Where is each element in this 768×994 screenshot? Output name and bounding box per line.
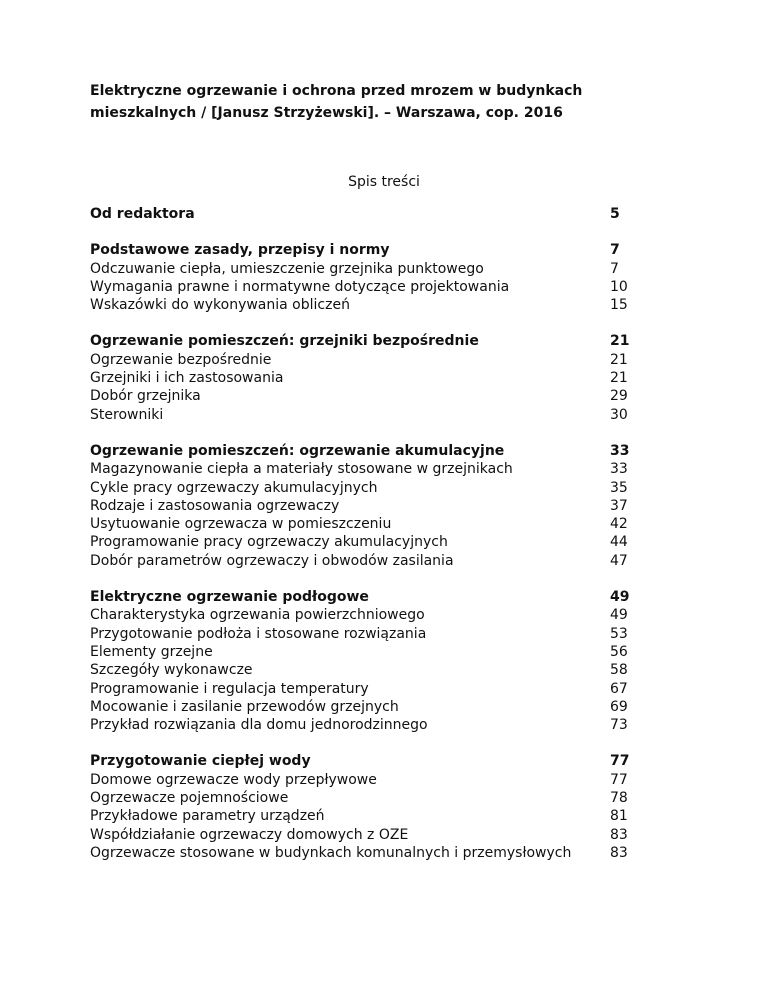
entry-page-number: 30 bbox=[610, 406, 628, 423]
chapter-page-number: 77 bbox=[610, 753, 630, 770]
chapter-page-number: 49 bbox=[610, 589, 630, 606]
entry-title: Charakterystyka ogrzewania powierzchniowego bbox=[90, 607, 425, 624]
entry-page-number: 49 bbox=[610, 607, 628, 624]
chapter-title: Ogrzewanie pomieszczeń: ogrzewanie akumulacyjne bbox=[90, 442, 505, 459]
entry-page-number: 10 bbox=[610, 278, 628, 295]
entry-page-number: 15 bbox=[610, 297, 628, 314]
toc-heading: Spis treści bbox=[348, 174, 420, 190]
chapter-page-number: 21 bbox=[610, 333, 630, 350]
chapter-title: Od redaktora bbox=[90, 206, 195, 222]
entry-title: Wymagania prawne i normatywne dotyczące projektowania bbox=[90, 278, 510, 295]
toc-entry-row bbox=[90, 643, 670, 661]
toc-entry-row bbox=[90, 680, 670, 698]
toc-entry-row bbox=[90, 387, 670, 405]
entry-title: Przykładowe parametry urządzeń bbox=[90, 808, 325, 825]
toc-chapter-row bbox=[90, 205, 670, 223]
toc-entry-row bbox=[90, 497, 670, 515]
toc-entry-row bbox=[90, 406, 670, 424]
entry-page-number: 33 bbox=[610, 461, 628, 478]
entry-title: Programowanie i regulacja temperatury bbox=[90, 680, 369, 697]
toc-section bbox=[90, 332, 670, 423]
toc-entry-row bbox=[90, 552, 670, 570]
toc-section bbox=[90, 442, 670, 570]
toc-entry-row bbox=[90, 351, 670, 369]
book-title bbox=[90, 80, 690, 124]
entry-title: Przygotowanie podłoża i stosowane rozwiązania bbox=[90, 625, 427, 642]
entry-title: Programowanie pracy ogrzewaczy akumulacyjnych bbox=[90, 534, 448, 551]
toc-entry-row bbox=[90, 533, 670, 551]
entry-title: Cykle pracy ogrzewaczy akumulacyjnych bbox=[90, 479, 378, 496]
toc-entry-row bbox=[90, 698, 670, 716]
entry-title: Dobór parametrów ogrzewaczy i obwodów zasilania bbox=[90, 552, 454, 569]
entry-title: Magazynowanie ciepła a materiały stosowane w grzejnikach bbox=[90, 461, 513, 478]
entry-title: Współdziałanie ogrzewaczy domowych z OZE bbox=[90, 826, 409, 843]
toc-chapter-row bbox=[90, 332, 670, 350]
toc-entry-row bbox=[90, 460, 670, 478]
entry-page-number: 78 bbox=[610, 790, 628, 807]
entry-title: Wskazówki do wykonywania obliczeń bbox=[90, 297, 350, 314]
entry-page-number: 35 bbox=[610, 479, 628, 496]
book-title-line-1: Elektryczne ogrzewanie i ochrona przed mrozem w budynkach bbox=[90, 83, 583, 99]
entry-title: Ogrzewanie bezpośrednie bbox=[90, 351, 272, 368]
entry-title: Ogrzewacze pojemnościowe bbox=[90, 790, 289, 807]
toc-chapter-row bbox=[90, 241, 670, 259]
table-of-contents bbox=[90, 205, 670, 862]
toc-entry-row bbox=[90, 278, 670, 296]
entry-page-number: 21 bbox=[610, 370, 628, 387]
entry-page-number: 83 bbox=[610, 844, 628, 861]
entry-page-number: 81 bbox=[610, 808, 628, 825]
entry-title: Przykład rozwiązania dla domu jednorodzinnego bbox=[90, 717, 428, 734]
entry-title: Usytuowanie ogrzewacza w pomieszczeniu bbox=[90, 516, 392, 533]
entry-title: Ogrzewacze stosowane w budynkach komunalnych i przemysłowych bbox=[90, 844, 572, 861]
chapter-title: Elektryczne ogrzewanie podłogowe bbox=[90, 589, 369, 606]
toc-entry-row bbox=[90, 826, 670, 844]
entry-page-number: 44 bbox=[610, 534, 628, 551]
entry-title: Dobór grzejnika bbox=[90, 388, 201, 405]
entry-title: Elementy grzejne bbox=[90, 643, 213, 660]
entry-title: Odczuwanie ciepła, umieszczenie grzejnika punktowego bbox=[90, 260, 484, 277]
chapter-page-number: 33 bbox=[610, 442, 630, 459]
entry-page-number: 42 bbox=[610, 516, 628, 533]
toc-entry-row bbox=[90, 807, 670, 825]
toc-section bbox=[90, 241, 670, 314]
entry-page-number: 47 bbox=[610, 552, 628, 569]
toc-entry-row bbox=[90, 479, 670, 497]
toc-section bbox=[90, 752, 670, 862]
toc-entry-row bbox=[90, 789, 670, 807]
entry-page-number: 7 bbox=[610, 260, 619, 277]
toc-entry-row bbox=[90, 260, 670, 278]
entry-page-number: 21 bbox=[610, 351, 628, 368]
chapter-title: Ogrzewanie pomieszczeń: grzejniki bezpośrednie bbox=[90, 333, 479, 350]
entry-page-number: 73 bbox=[610, 717, 628, 734]
entry-page-number: 77 bbox=[610, 771, 628, 788]
chapter-title: Przygotowanie ciepłej wody bbox=[90, 753, 311, 770]
toc-section bbox=[90, 588, 670, 734]
toc-entry-row bbox=[90, 625, 670, 643]
toc-entry-row bbox=[90, 771, 670, 789]
entry-page-number: 56 bbox=[610, 643, 628, 660]
toc-chapter-row bbox=[90, 588, 670, 606]
toc-entry-row bbox=[90, 716, 670, 734]
toc-entry-row bbox=[90, 661, 670, 679]
toc-entry-row bbox=[90, 369, 670, 387]
entry-page-number: 29 bbox=[610, 388, 628, 405]
entry-page-number: 37 bbox=[610, 497, 628, 514]
toc-entry-row bbox=[90, 296, 670, 314]
entry-title: Grzejniki i ich zastosowania bbox=[90, 370, 284, 387]
toc-entry-row bbox=[90, 515, 670, 533]
book-title-line-2: mieszkalnych / [Janusz Strzyżewski]. – Warszawa, cop. 2016 bbox=[90, 105, 563, 121]
entry-title: Mocowanie i zasilanie przewodów grzejnych bbox=[90, 698, 399, 715]
entry-title: Rodzaje i zastosowania ogrzewaczy bbox=[90, 497, 340, 514]
toc-entry-row bbox=[90, 844, 670, 862]
entry-page-number: 58 bbox=[610, 662, 628, 679]
toc-chapter-row bbox=[90, 442, 670, 460]
entry-title: Sterowniki bbox=[90, 406, 164, 423]
entry-page-number: 67 bbox=[610, 680, 628, 697]
toc-section bbox=[90, 205, 670, 223]
entry-page-number: 53 bbox=[610, 625, 628, 642]
entry-title: Domowe ogrzewacze wody przepływowe bbox=[90, 771, 377, 788]
chapter-title: Podstawowe zasady, przepisy i normy bbox=[90, 242, 390, 259]
toc-entry-row bbox=[90, 606, 670, 624]
chapter-page-number: 5 bbox=[610, 206, 620, 222]
chapter-page-number: 7 bbox=[610, 242, 620, 259]
entry-page-number: 69 bbox=[610, 698, 628, 715]
toc-chapter-row bbox=[90, 752, 670, 770]
entry-page-number: 83 bbox=[610, 826, 628, 843]
entry-title: Szczegóły wykonawcze bbox=[90, 662, 253, 679]
